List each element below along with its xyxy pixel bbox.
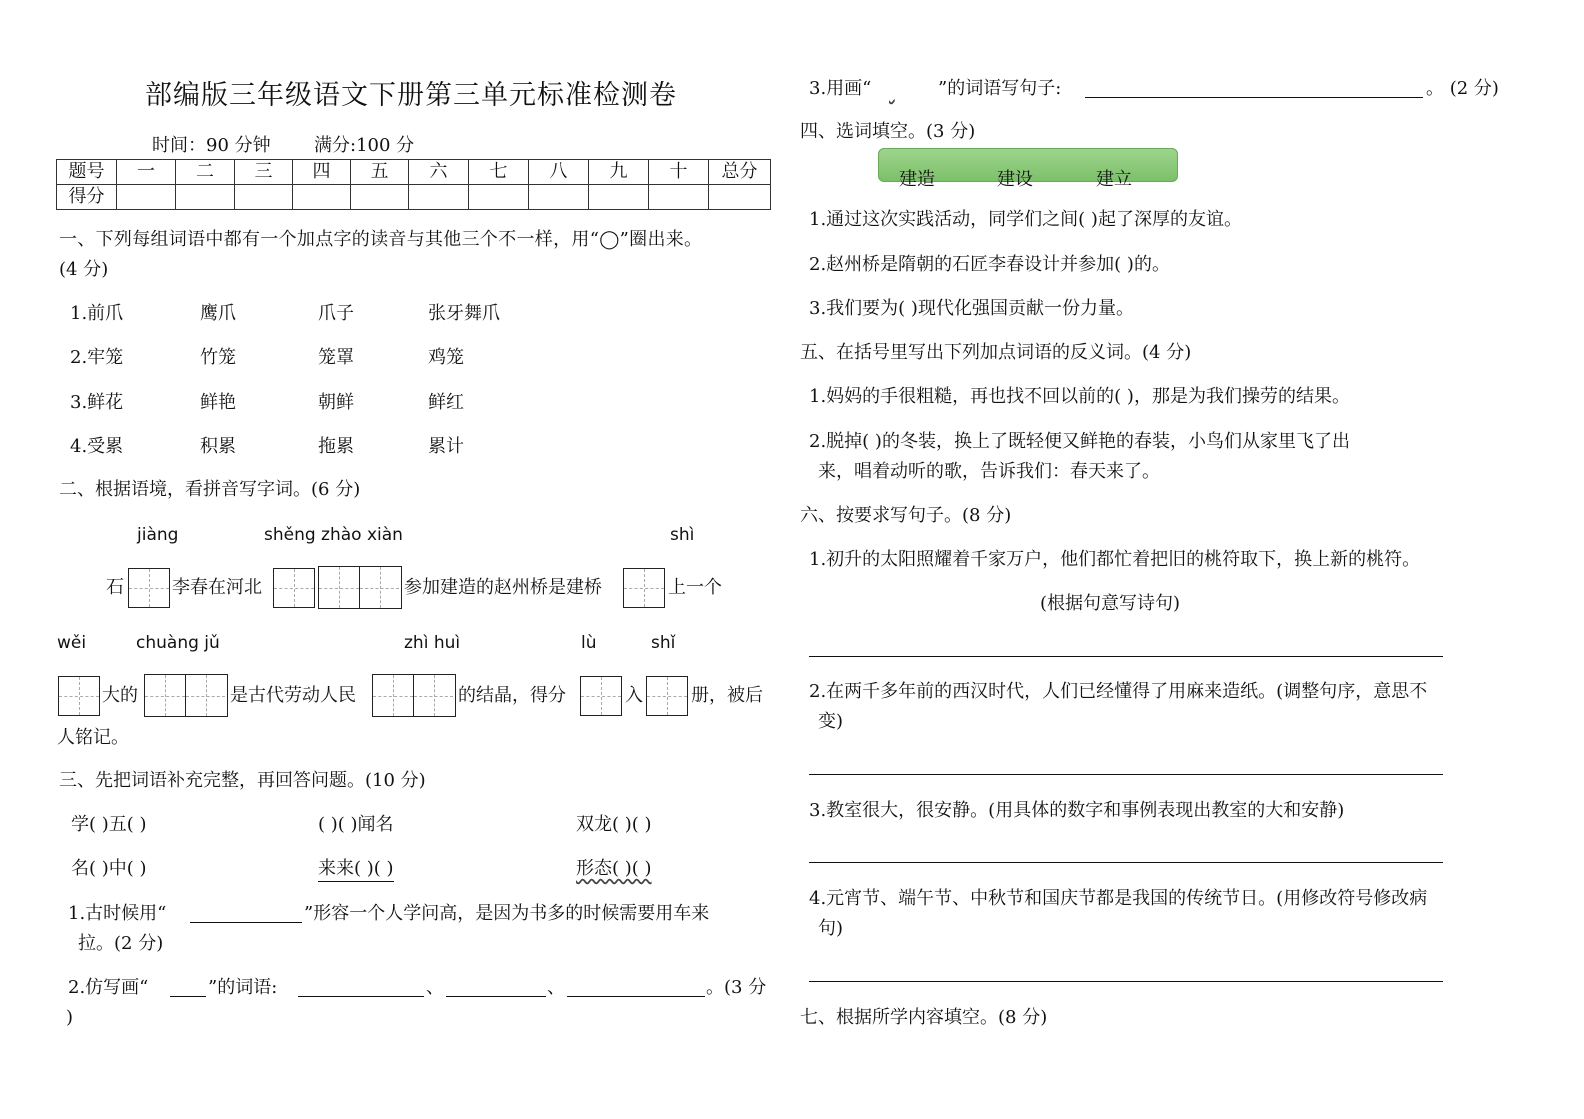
score-input-cell[interactable] (709, 185, 771, 210)
writing-box-4[interactable] (623, 568, 665, 608)
question-text: ”形容一个人学问高，是因为书多的时候需要用车来 (304, 903, 710, 924)
word-option: 建造 (899, 169, 935, 190)
separator: 、 (547, 977, 565, 998)
section-3-heading: 三、先把词语补充完整，再回答问题。(10 分) (59, 770, 426, 791)
exam-time: 时间：90 分钟 (152, 135, 271, 156)
word-item: 鸡笼 (428, 347, 464, 368)
pinyin-label: shěng zhào xiàn (264, 525, 403, 545)
writing-box-6[interactable] (144, 674, 228, 717)
separator: 、 (426, 977, 444, 998)
section-6-heading: 六、按要求写句子。(8 分) (800, 505, 1012, 526)
word-item: 1.前爪 (70, 303, 124, 324)
pinyin-label: lù (581, 633, 597, 653)
question-text: 句) (818, 918, 844, 939)
word-item: 鲜艳 (200, 392, 236, 413)
question-text: 3.我们要为( )现代化强国贡献一份力量。 (809, 298, 1134, 319)
question-text: 拉。(2 分) (78, 933, 164, 954)
score-input-cell[interactable] (469, 185, 529, 210)
pinyin-label: jiàng (137, 525, 179, 545)
question-text: 变) (818, 711, 844, 732)
word-item: 鹰爪 (200, 303, 236, 324)
pinyin-label: chuàng jǔ (136, 633, 220, 653)
question-text: 。(3 分 (706, 977, 767, 998)
word-item: 竹笼 (200, 347, 236, 368)
word-item: 爪子 (318, 303, 354, 324)
question-text: 2.脱掉( )的冬装，换上了既轻便又鲜艳的春装，小鸟们从家里飞了出 (809, 431, 1350, 452)
sentence-fragment: 入 (625, 685, 643, 706)
pinyin-label: zhì huì (404, 633, 461, 653)
score-header-cell: 三 (235, 160, 293, 185)
score-header-cell: 一 (117, 160, 176, 185)
score-input-cell[interactable] (293, 185, 351, 210)
question-text: ”的词语写句子: (938, 78, 1062, 99)
answer-line[interactable] (809, 774, 1443, 775)
word-item: 3.鲜花 (70, 392, 124, 413)
answer-line[interactable] (809, 656, 1443, 657)
score-header-cell: 二 (176, 160, 235, 185)
sentence-fragment: 李春在河北 (172, 577, 262, 598)
sentence-fragment: 是古代劳动人民 (230, 685, 356, 706)
score-input-cell[interactable] (235, 185, 293, 210)
score-header-cell: 六 (409, 160, 469, 185)
answer-blank[interactable] (567, 996, 705, 997)
question-text: 4.元宵节、端午节、中秋节和国庆节都是我国的传统节日。(用修改符号修改病 (809, 888, 1428, 909)
section-5-heading: 五、在括号里写出下列加点词语的反义词。(4 分) (800, 342, 1192, 363)
score-header-cell: 题号 (57, 160, 117, 185)
score-header-cell: 四 (293, 160, 351, 185)
writing-box-3[interactable] (318, 566, 402, 609)
score-header-cell: 五 (351, 160, 409, 185)
writing-box-1[interactable] (128, 568, 170, 608)
question-text: 3.用画“ (809, 78, 872, 99)
score-input-cell[interactable] (409, 185, 469, 210)
question-text: 1.初升的太阳照耀着千家万户，他们都忙着把旧的桃符取下，换上新的桃符。 (809, 549, 1421, 570)
pinyin-label: shǐ (651, 633, 676, 653)
section-2-heading: 二、根据语境，看拼音写字词。(6 分) (59, 479, 361, 500)
score-header-cell: 十 (649, 160, 709, 185)
section-1-heading: 一、下列每组词语中都有一个加点字的读音与其他三个不一样，用“◯”圈出来。 (59, 229, 703, 250)
answer-blank (170, 996, 206, 997)
word-option: 建立 (1096, 169, 1132, 190)
word-item: 4.受累 (70, 436, 124, 457)
score-header-cell: 总分 (709, 160, 771, 185)
idiom-fill[interactable]: 双龙( )( ) (576, 814, 652, 835)
score-header-cell: 七 (469, 160, 529, 185)
section-1-score: (4 分) (59, 259, 109, 280)
pinyin-label: wěi (57, 633, 87, 653)
answer-line[interactable] (809, 981, 1443, 982)
score-header-cell: 九 (589, 160, 649, 185)
sentence-fragment: 石 (106, 577, 124, 598)
answer-blank[interactable] (298, 996, 424, 997)
sentence-fragment: 参加建造的赵州桥是建桥 (404, 577, 602, 598)
score-input-cell[interactable] (117, 185, 176, 210)
score-table (56, 159, 771, 210)
writing-box-5[interactable] (58, 676, 100, 716)
word-item: 笼罩 (318, 347, 354, 368)
sentence-fragment: 上一个 (668, 577, 722, 598)
question-text: 2.在两千多年前的西汉时代，人们已经懂得了用麻来造纸。(调整句序，意思不 (809, 681, 1428, 702)
question-text: ”的词语: (208, 977, 278, 998)
sentence-fragment: 大的 (102, 685, 138, 706)
score-row-label: 得分 (57, 185, 117, 210)
question-text: 3.教室很大，很安静。(用具体的数字和事例表现出教室的大和安静) (809, 800, 1345, 821)
question-text: 1.古时候用“ (68, 903, 167, 924)
question-text: 1.通过这次实践活动，同学们之间( )起了深厚的友谊。 (809, 209, 1242, 230)
sentence-fragment: 人铭记。 (57, 727, 129, 748)
score-input-cell[interactable] (351, 185, 409, 210)
sentence-fragment: 的结晶，得分 (458, 685, 566, 706)
word-item: 2.牢笼 (70, 347, 124, 368)
writing-box-9[interactable] (646, 676, 688, 716)
question-text: 2.赵州桥是隋朝的石匠李春设计并参加( )的。 (809, 254, 1170, 275)
word-item: 鲜红 (428, 392, 464, 413)
score-input-cell[interactable] (589, 185, 649, 210)
question-note: (根据句意写诗句) (1040, 593, 1181, 614)
answer-blank[interactable] (190, 922, 302, 923)
word-option: 建设 (997, 169, 1033, 190)
question-text: 1.妈妈的手很粗糙，再也找不回以前的( )，那是为我们操劳的结果。 (809, 386, 1350, 407)
score-input-cell[interactable] (649, 185, 709, 210)
score-header-cell: 八 (529, 160, 589, 185)
exam-full-score: 满分:100 分 (314, 135, 415, 156)
answer-line[interactable] (809, 862, 1443, 863)
word-item: 张牙舞爪 (428, 303, 500, 324)
question-text: ) (66, 1007, 74, 1028)
score-input-cell[interactable] (529, 185, 589, 210)
pinyin-label: shì (670, 525, 695, 545)
word-item: 积累 (200, 436, 236, 457)
word-item: 拖累 (318, 436, 354, 457)
wavy-blank (889, 80, 933, 98)
score-table-score-row (57, 185, 771, 210)
idiom-fill-underlined[interactable]: 来来( )( ) (318, 860, 394, 882)
word-item: 朝鲜 (318, 392, 354, 413)
section-7-heading: 七、根据所学内容填空。(8 分) (800, 1007, 1048, 1028)
writing-box-7[interactable] (372, 674, 456, 717)
idiom-fill-wavy[interactable]: 形态( )( ) (576, 858, 652, 879)
score-table-header-row (57, 160, 771, 185)
answer-blank[interactable] (1085, 97, 1423, 98)
answer-blank[interactable] (446, 996, 546, 997)
word-bank (878, 148, 1178, 190)
idiom-fill[interactable]: 学( )五( ) (71, 814, 147, 835)
sentence-fragment: 册，被后 (691, 685, 763, 706)
question-text: 。 (2 分) (1426, 78, 1499, 99)
question-text: 来，唱着动听的歌，告诉我们：春天来了。 (818, 461, 1160, 482)
score-input-cell[interactable] (176, 185, 235, 210)
section-4-heading: 四、选词填空。(3 分) (800, 121, 976, 142)
word-item: 累计 (428, 436, 464, 457)
page-title: 部编版三年级语文下册第三单元标准检测卷 (145, 80, 677, 111)
writing-box-2[interactable] (273, 568, 315, 608)
idiom-fill[interactable]: ( )( )闻名 (318, 814, 394, 835)
writing-box-8[interactable] (580, 676, 622, 716)
idiom-fill[interactable]: 名( )中( ) (71, 858, 147, 879)
question-text: 2.仿写画“ (68, 977, 149, 998)
